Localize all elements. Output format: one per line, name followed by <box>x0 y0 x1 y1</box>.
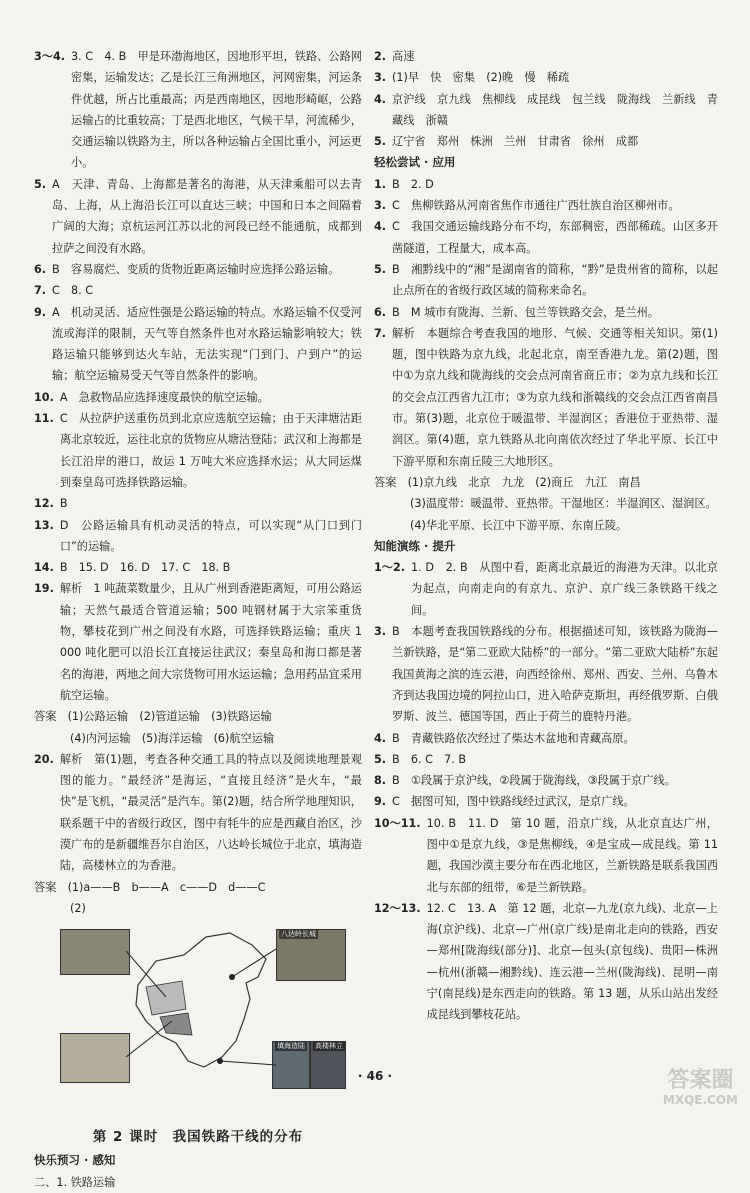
list-item <box>374 131 718 152</box>
item-number: 11. <box>34 412 54 426</box>
list-item <box>34 877 362 898</box>
item-number: 4. <box>374 220 387 234</box>
list-item <box>34 515 362 558</box>
left-answer-list <box>34 46 362 919</box>
lesson-title: 第 2 课时 我国铁路干线的分布 <box>92 1129 304 1146</box>
list-item <box>374 493 718 514</box>
item-number: 19. <box>34 582 54 596</box>
section-heading-try: 轻松尝试 · 应用 <box>374 155 456 170</box>
list-item <box>374 46 718 67</box>
item-text: B 本题考查我国铁路线的分布。根据描述可知，该铁路为陇海—兰新铁路，是“第二亚欧大陆桥”的一部分。“第二亚欧大陆桥”东起我国黄海之滨的连云港，向西经徐州、郑州、西安、兰州、乌鲁木齐到达我国边境的阿拉山口，进入哈萨克斯坦，再经俄罗斯、白俄罗斯、波兰、德国等国，西止于荷兰的鹿特丹港。 <box>392 625 718 724</box>
item-text: 12. C 13. A 第 12 题，北京—九龙(京九线)、北京—上海(京沪线)、北京—广州(京广线)是南北走向的铁路，西安—郑州[陇海线(部分)]、北京—包头(京包线)、贵阳—株洲—杭州(浙赣—湘黔线)、连云港—兰州(陇海线)、昆明—南宁(南昆线)是东西走向的铁路。第 13 题，从乐山站出发经成昆线到攀枝花站。 <box>426 901 718 1022</box>
yak-photo <box>60 929 130 975</box>
great-wall-photo <box>276 929 346 981</box>
list-item <box>374 770 718 791</box>
list-item <box>34 898 362 919</box>
item-text: D 公路运输具有机动灵活的特点，可以实现“从门口到门口”的运输。 <box>59 518 362 553</box>
list-item <box>34 387 362 408</box>
item-number: 20. <box>34 752 54 766</box>
photo-label: 高楼林立 <box>315 1042 343 1051</box>
item-text: 解析 本题综合考查我国的地形、气候、交通等相关知识。第(1)题，图中铁路为京九线，北起北京，南至香港九龙。第(2)题，图中①为京九线和陇海线的交会点河南省商丘市；②为京九线和长江的交会点江西省九江市；③为京九线和浙赣线的交会点江西省南昌市。第(3)题，北京位于暖温带、半湿润区；香港位于亚热带、湿润区。第(4)题，京九铁路从北向南依次经过了华北平原、长江中下游平原和东南丘陵三大地形区。 <box>392 326 718 468</box>
right-column <box>374 46 718 1026</box>
item-number: 12. <box>34 497 54 511</box>
list-item <box>374 323 718 472</box>
list-item <box>374 791 718 812</box>
left-column <box>34 46 362 1193</box>
item-number: 6. <box>34 262 47 276</box>
item-number: 7. <box>34 284 47 298</box>
list-item <box>34 174 362 259</box>
list-item <box>374 89 718 132</box>
item-text: 高速 <box>392 50 415 63</box>
item-text: B 青藏铁路依次经过了柴达木盆地和青藏高原。 <box>392 731 635 745</box>
item-text: C 8. C <box>52 284 94 298</box>
item-text: C 我国交通运输线路分布不均，东部稠密，西部稀疏。山区多开凿隧道，工程量大，成本高。 <box>392 220 718 255</box>
item-number: 12～13. <box>374 901 421 915</box>
photo-label: 八达岭长城 <box>281 930 316 939</box>
list-item <box>34 578 362 706</box>
page-number: · 46 · <box>357 1069 393 1083</box>
item-text: 1. D 2. B 从图中看，距离北京最近的海港为天津。以北京为起点，向南走向的有京九、京沪、京广线三条铁路干线之间。 <box>411 561 718 617</box>
item-number: 5. <box>374 135 387 149</box>
item-text: 解析 第(1)题，考查各种交通工具的特点以及阅读地理景观图的能力。“最经济”是海运，“直接且经济”是火车，“最快”是飞机，“最灵活”是汽车。第(2)题，结合所学地理知识，联系题干中的省级行政区，图中有牦牛的应是西藏自治区，沙漠广布的是新疆维吾尔自治区，八达岭长城位于北京，填海造陆，高楼林立的为香港。 <box>59 752 362 873</box>
list-item <box>34 259 362 280</box>
try-answer-list <box>374 174 718 536</box>
list-item <box>374 174 718 195</box>
item-number: 10～11. <box>374 816 421 830</box>
list-item <box>374 749 718 770</box>
item-number: 2. <box>374 50 387 63</box>
item-text: B 容易腐烂、变质的货物近距离运输时应选择公路运输。 <box>52 262 340 276</box>
list-item <box>34 46 362 174</box>
item-text: 答案 (1)公路运输 (2)管道运输 (3)铁路运输 <box>34 710 272 724</box>
item-number: 10. <box>34 390 54 404</box>
photo-label: 填海造陆 <box>277 1042 305 1051</box>
item-number: 6. <box>374 305 387 319</box>
item-text: C 焦柳铁路从河南省焦作市通往广西壮族自治区柳州市。 <box>392 199 680 213</box>
item-text: B 2. D <box>392 177 434 191</box>
list-item <box>374 67 718 88</box>
item-number: 1～2. <box>374 561 406 575</box>
item-number: 5. <box>374 752 387 766</box>
list-item <box>374 728 718 749</box>
item-number: 5. <box>34 177 47 191</box>
list-item <box>374 898 718 1026</box>
item-text: 答案 (1)a——B b——A c——D d——C <box>34 880 266 894</box>
list-item <box>34 557 362 578</box>
item-text: A 机动灵活、适应性强是公路运输的特点。水路运输不仅受河流或海洋的限制，天气等自然条件也对水路运输影响较大；铁路运输只能够到达火车站，无法实现“门到门、户到户”的运输；航空运输易受天气等自然条件的影响。 <box>52 305 362 383</box>
item-text: 答案 (1)京九线 北京 九龙 (2)商丘 九江 南昌 <box>374 475 641 489</box>
list-item <box>34 302 362 387</box>
item-number: 14. <box>34 561 54 575</box>
item-number: 7. <box>374 326 387 340</box>
list-item <box>374 621 718 727</box>
item-text: B M 城市有陇海、兰新、包兰等铁路交会，是兰州。 <box>392 305 660 319</box>
practice-answer-list <box>374 557 718 1026</box>
item-text: B 湘黔线中的“湘”是湖南省的简称，“黔”是贵州省的简称，以起止点所在的省级行政区域的简称来命名。 <box>392 262 718 298</box>
item-text: (2) <box>70 901 86 915</box>
watermark-url: MXQE.COM <box>662 1093 738 1107</box>
item-text: 京沪线 京九线 焦柳线 成昆线 包兰线 陇海线 兰新线 青藏线 浙赣 <box>392 92 718 127</box>
list-item <box>34 280 362 301</box>
item-number: 5. <box>374 262 387 276</box>
list-item <box>34 728 362 749</box>
item-number: 3. <box>374 625 387 639</box>
list-item <box>34 706 362 727</box>
item-number: 4. <box>374 92 387 106</box>
item-text: (3)温度带：暖温带、亚热带。干湿地区：半湿润区、湿润区。 <box>410 497 717 511</box>
list-item <box>34 493 362 514</box>
section-heading-practice: 知能演练 · 提升 <box>374 538 456 553</box>
item-number: 8. <box>374 774 387 788</box>
item-number: 3～4. <box>34 50 66 63</box>
item-text: 解析 1 吨蔬菜数量少，且从广州到香港距离短，可用公路运输；天然气最适合管道运输；500 吨钢材属于大宗笨重货物，攀枝花到广州之间没有水路，可选择铁路运输；重庆 1 000 吨化肥可以沿长江直接运往武汉；秦皇岛和海口都是著名的海港，两地之间大宗货物可用水运运输；急用药品宜采用航空运输。 <box>59 582 362 702</box>
watermark-logo <box>663 1069 738 1107</box>
section-heading-preview: 快乐预习 · 感知 <box>34 1153 116 1168</box>
item-text: B 15. D 16. D 17. C 18. B <box>59 561 231 575</box>
list-item <box>374 813 718 898</box>
item-number: 9. <box>374 795 387 809</box>
list-item <box>374 195 718 216</box>
list-item <box>374 259 718 302</box>
list-item <box>374 302 718 323</box>
item-number: 13. <box>34 518 54 532</box>
item-text: 10. B 11. D 第 10 题，沿京广线，从北京直达广州，图中①是京九线，③是焦柳线，④是宝成—成昆线。第 11 题，我国沙漠主要分布在西北地区，兰新铁路是联系我国西北与东部的纽带，⑥是兰新铁路。 <box>426 816 718 894</box>
right-answer-list <box>374 46 718 152</box>
list-item <box>34 408 362 493</box>
item-text: 3. C 4. B 甲是环渤海地区，因地形平坦，铁路、公路网密集，运输发达；乙是长江三角洲地区，河网密集，河运条件优越，所占比重最高；丙是西南地区，因地形崎岖，公路运输占的比重较高；丁是西北地区，气候干旱，河流稀少，交通运输以铁路为主，所以各种运输占全国比重小，河运更小。 <box>71 50 362 170</box>
list-item <box>374 216 718 259</box>
item-text: A 天津、青岛、上海都是著名的海港，从天津乘船可以去青岛、上海，从上海沿长江可以直达三峡；中国和日本之间隔着广阔的大海；京杭运河江苏以北的河段已经不能通航，成都到拉萨之间没有水路。 <box>52 177 362 255</box>
item-text: 二、1. 铁路运输 <box>34 1175 116 1189</box>
item-text: 辽宁省 郑州 株洲 兰州 甘肃省 徐州 成都 <box>392 135 639 149</box>
list-item <box>374 557 718 621</box>
item-number: 3. <box>374 71 387 85</box>
item-number: 3. <box>374 199 387 213</box>
item-text: (4)华北平原、长江中下游平原、东南丘陵。 <box>410 518 628 532</box>
item-text: B 6. C 7. B <box>392 752 467 766</box>
item-text: C 从拉萨护送重伤员到北京应选航空运输；由于天津塘沽距离北京较近，运往北京的货物应从塘沽登陆；武汉和上海都是长江沿岸的港口，故运 1 万吨大米应选择水运；从大同运煤到秦皇岛可选择铁路运输。 <box>59 412 362 489</box>
item-text: C 据图可知，图中铁路线经过武汉，是京广线。 <box>392 795 635 809</box>
item-text: B ①段属于京沪线，②段属于陇海线，③段属于京广线。 <box>392 774 676 788</box>
item-number: 9. <box>34 305 47 319</box>
item-number: 1. <box>374 177 387 191</box>
item-text: B <box>59 497 68 511</box>
watermark-text: 答案圈 <box>667 1068 734 1093</box>
item-text: A 急救物品应选择速度最快的航空运输。 <box>59 390 269 404</box>
item-number: 4. <box>374 731 387 745</box>
list-item <box>34 1172 362 1193</box>
list-item <box>34 749 362 877</box>
item-text: (4)内河运输 (5)海洋运输 (6)航空运输 <box>70 731 275 745</box>
list-item <box>374 515 718 536</box>
item-text: (1)早 快 密集 (2)晚 慢 稀疏 <box>392 71 570 85</box>
list-item <box>374 472 718 493</box>
